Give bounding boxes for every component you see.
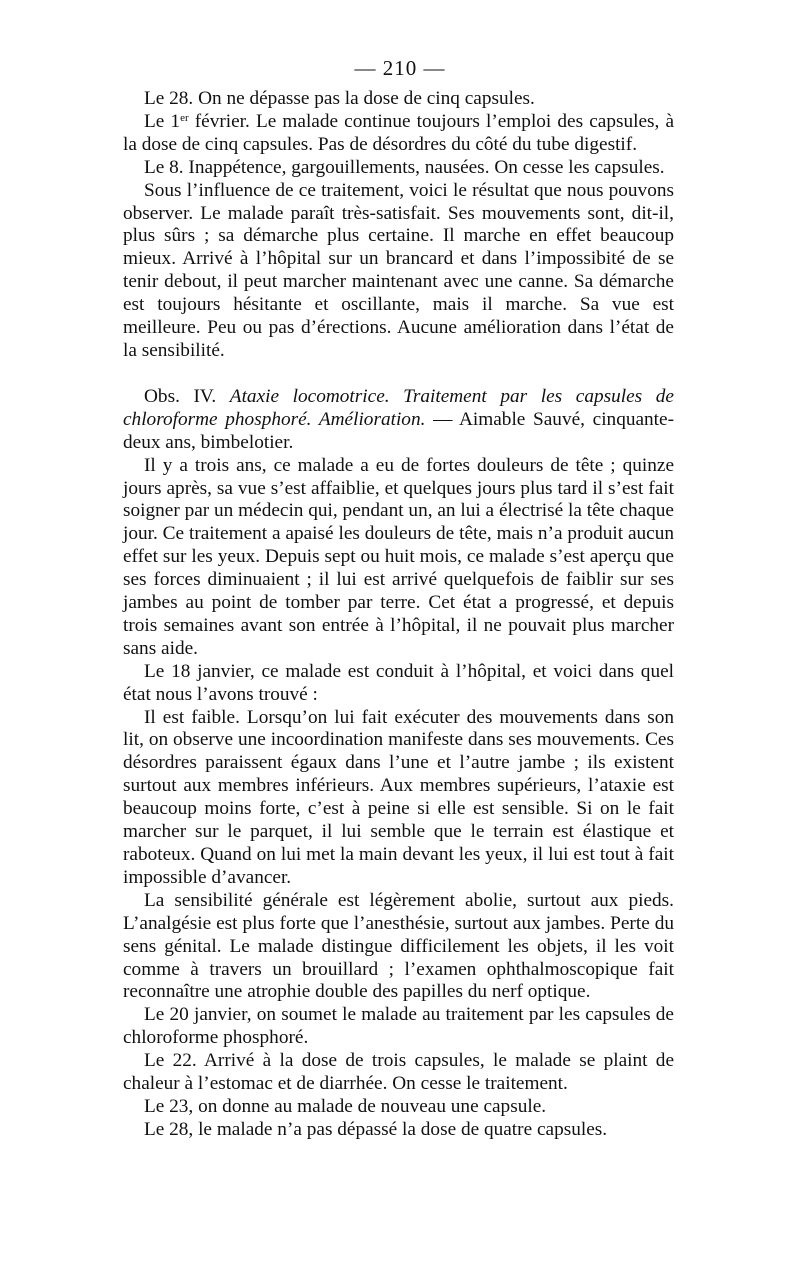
text-run: Sous l’influence de ce traitement, voici le résultat que nous pouvons observer. Le malade paraît très-satisfait. Ses mouvements sont, dit-il, plus sûrs ; sa démarche plus certaine. Il marche en effet beaucoup mieux. Arrivé à l’hôpital sur un brancard et dans l’impossibité de se tenir debout, il peut marcher maintenant avec une canne. Sa démarche est toujours hésitante et oscillante, mais il marche. Sa vue est meilleure. Peu ou pas d’érections. Aucune amélioration dans l’état de la sensibilité. <box>123 179 674 361</box>
text-run: Il est faible. Lorsqu’on lui fait exécuter des mouvements dans son lit, on observe une incoordination manifeste dans ses mouvements. Ces désordres paraissent égaux dans l’une et l’autre jambe ; ils existent surtout aux membres inférieurs. Aux membres supérieurs, l’ataxie est beaucoup moins forte, c’est à peine si elle est sensible. Si on le fait marcher sur le parquet, il lui semble que le terrain est élastique et raboteux. Quand on lui met la main devant les yeux, il lui est tout à fait impossible d’avancer. <box>123 706 674 888</box>
paragraph <box>123 1050 674 1096</box>
text-run: Le 23, on donne au malade de nouveau une capsule. <box>144 1095 547 1117</box>
paragraph <box>123 180 674 363</box>
paragraph <box>123 88 674 111</box>
page-number: — 210 — <box>354 56 446 80</box>
text-run: Le 20 janvier, on soumet le malade au traitement par les capsules de chloroforme phosphoré. <box>123 1004 674 1049</box>
text-run: Obs. IV. <box>144 385 230 407</box>
text-run: Le 22. Arrivé à la dose de trois capsules, le malade se plaint de chaleur à l’estomac et de diarrhée. On cesse le traitement. <box>123 1050 674 1095</box>
paragraph <box>123 1096 674 1119</box>
text-run: Le 1 <box>144 110 181 132</box>
text-run: La sensibilité générale est légèrement abolie, surtout aux pieds. L’analgésie est plus forte que l’anesthésie, surtout aux jambes. Perte du sens génital. Le malade distingue difficilement les objets, il les voit comme à travers un brouillard ; l’examen ophthalmoscopique fait reconnaître une atrophie double des papilles du nerf optique. <box>123 889 674 1003</box>
paragraph <box>123 661 674 707</box>
paragraph <box>123 1119 674 1142</box>
text-run: — Aimable Sauvé, cinquante-deux ans, bimbelotier. <box>123 408 675 453</box>
text-run: Il y a trois ans, ce malade a eu de fortes douleurs de tête ; quinze jours après, sa vue s’est affaiblie, et quelques jours plus tard il s’est fait soigner par un médecin qui, pendant un, an lui a électrisé la tête chaque jour. Ce traitement a apaisé les douleurs de tête, mais n’a produit aucun effet sur les yeux. Depuis sept ou huit mois, ce malade s’est aperçu que ses forces diminuaient ; il lui est arrivé quelquefois de faiblir sur ses jambes au point de tomber par terre. Cet état a progressé, et depuis trois semaines avant son entrée à l’hôpital, il ne pouvait plus marcher sans aide. <box>123 454 674 659</box>
text-run: Le 28, le malade n’a pas dépassé la dose de quatre capsules. <box>144 1118 608 1140</box>
text-run: Le 8. Inappétence, gargouillements, nausées. On cesse les capsules. <box>144 156 665 178</box>
paragraph <box>123 455 674 661</box>
superscript: er <box>180 111 189 124</box>
text-run: février. Le malade continue toujours l’emploi des capsules, à la dose de cinq capsules. Pas de désordres du côté du tube digestif. <box>123 110 674 155</box>
paragraph <box>123 386 674 455</box>
paragraph <box>123 1004 674 1050</box>
body-text <box>123 88 674 1142</box>
paragraph <box>123 707 674 890</box>
paragraph <box>123 157 674 180</box>
text-run: Le 28. On ne dépasse pas la dose de cinq capsules. <box>144 88 535 109</box>
paragraph <box>123 890 674 1005</box>
text-run: Le 18 janvier, ce malade est conduit à l’hôpital, et voici dans quel état nous l’avons trouvé : <box>123 660 674 705</box>
paragraph <box>123 111 674 157</box>
italic-text: Ataxie locomotrice. Traitement par les capsules de chloroforme phosphoré. Amélioration. <box>123 385 674 430</box>
